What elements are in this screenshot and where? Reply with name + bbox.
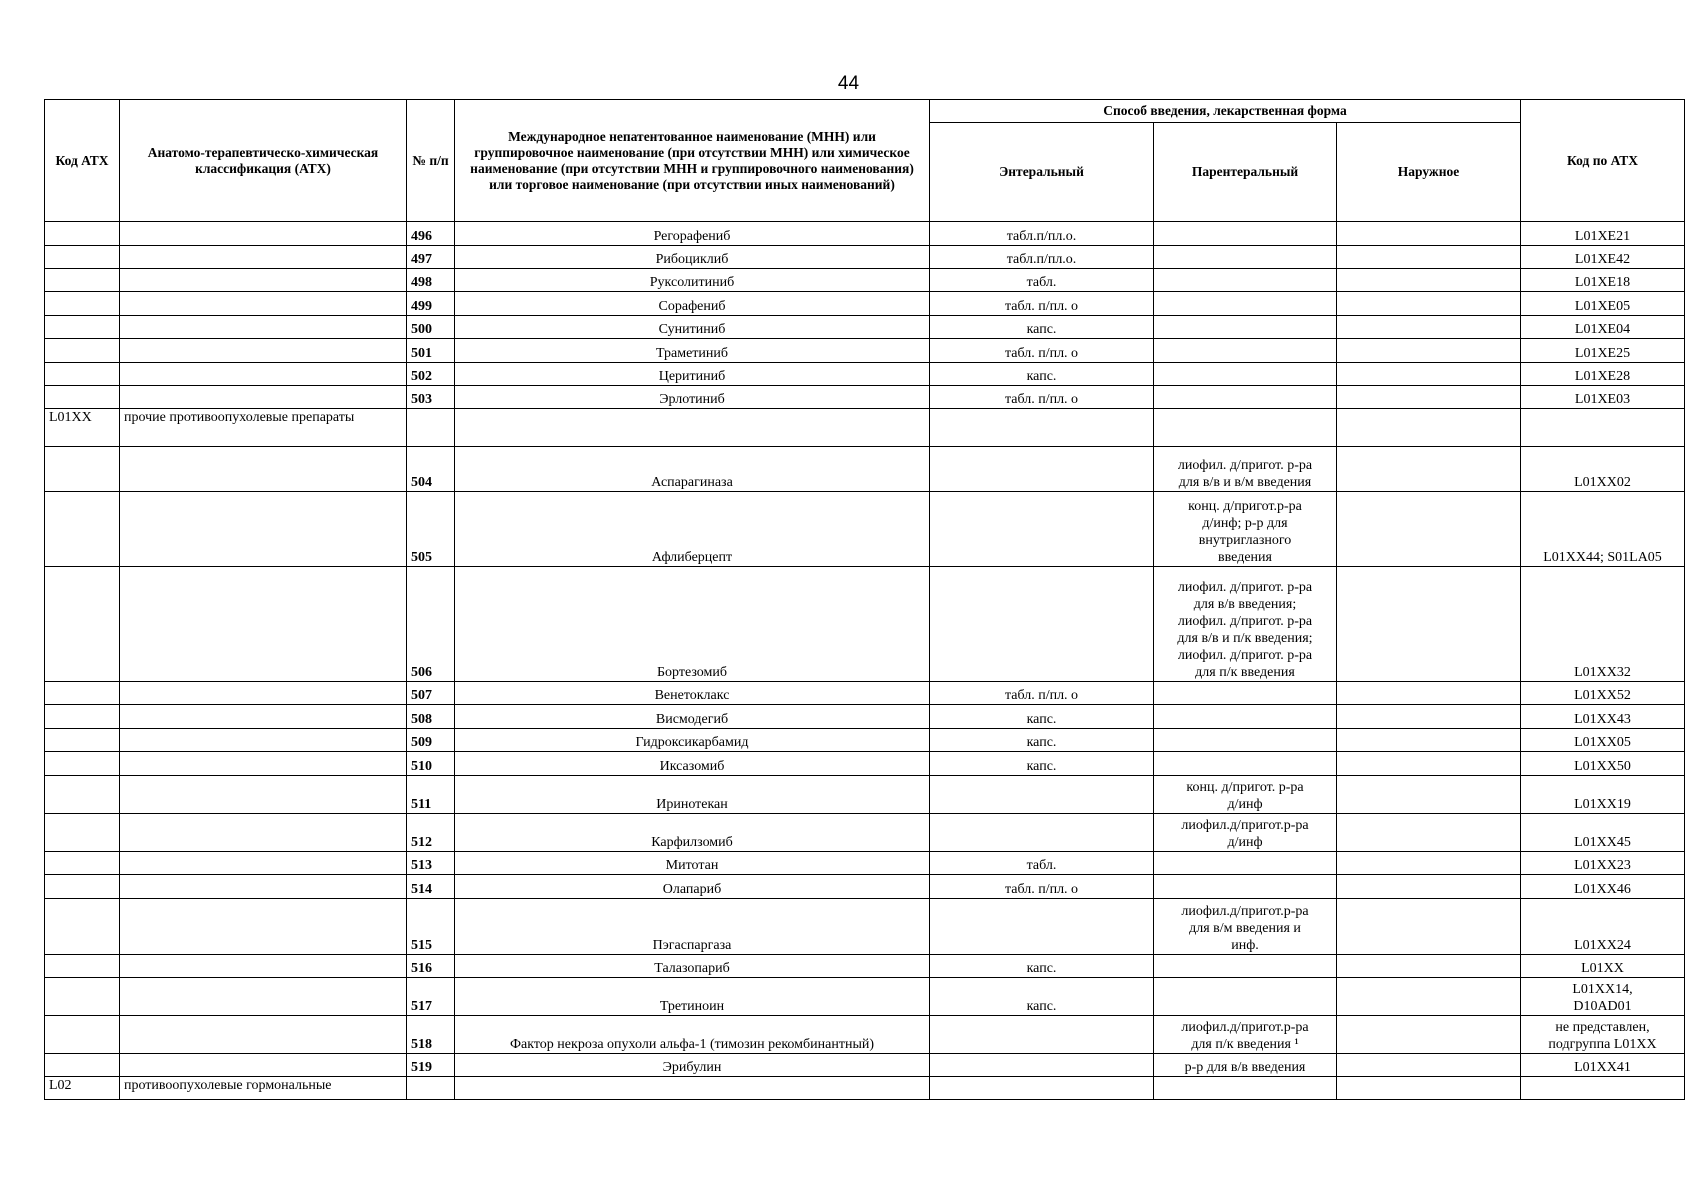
row-number: 500 <box>407 316 455 339</box>
table-row <box>45 875 1685 899</box>
row-classification <box>120 814 407 852</box>
row-atc-code: L01XX32 <box>1521 567 1685 682</box>
row-atc-code <box>1521 409 1685 447</box>
row-number: 508 <box>407 705 455 729</box>
row-code <box>45 292 120 316</box>
row-atc-code: L01XE04 <box>1521 316 1685 339</box>
row-atc-code: L01XX45 <box>1521 814 1685 852</box>
row-drug-name: Висмодегиб <box>455 705 930 729</box>
row-external-form <box>1337 752 1521 776</box>
row-classification <box>120 567 407 682</box>
row-drug-name: Руксолитиниб <box>455 269 930 292</box>
row-classification <box>120 386 407 409</box>
row-external-form <box>1337 409 1521 447</box>
table-row <box>45 955 1685 978</box>
table-row <box>45 1077 1685 1100</box>
row-code <box>45 899 120 955</box>
row-enteral-form <box>930 447 1154 492</box>
row-classification <box>120 492 407 567</box>
table-row <box>45 386 1685 409</box>
row-external-form <box>1337 875 1521 899</box>
row-parenteral-form: лиофил. д/пригот. р-ра для в/в и в/м введения <box>1154 447 1337 492</box>
row-atc-code: L01XX46 <box>1521 875 1685 899</box>
row-external-form <box>1337 292 1521 316</box>
row-parenteral-form <box>1154 316 1337 339</box>
row-atc-code: L01XX <box>1521 955 1685 978</box>
row-parenteral-form <box>1154 292 1337 316</box>
row-number: 510 <box>407 752 455 776</box>
row-enteral-form: табл. п/пл. о <box>930 292 1154 316</box>
row-external-form <box>1337 814 1521 852</box>
row-number: 499 <box>407 292 455 316</box>
drug-table <box>44 99 1685 1100</box>
header-enteral: Энтеральный <box>930 123 1154 222</box>
row-classification <box>120 363 407 386</box>
row-external-form <box>1337 492 1521 567</box>
row-enteral-form: капс. <box>930 363 1154 386</box>
table-row <box>45 729 1685 752</box>
row-atc-code: L01XX41 <box>1521 1054 1685 1077</box>
row-classification <box>120 269 407 292</box>
row-drug-name: Талазопариб <box>455 955 930 978</box>
row-enteral-form: табл. <box>930 852 1154 875</box>
row-atc-code: L01XX24 <box>1521 899 1685 955</box>
table-body <box>45 222 1685 1100</box>
row-drug-name: Сунитиниб <box>455 316 930 339</box>
row-number: 502 <box>407 363 455 386</box>
row-enteral-form: табл.п/пл.о. <box>930 246 1154 269</box>
row-number: 498 <box>407 269 455 292</box>
row-parenteral-form <box>1154 752 1337 776</box>
row-external-form <box>1337 1054 1521 1077</box>
row-external-form <box>1337 339 1521 363</box>
row-drug-name: Аспарагиназа <box>455 447 930 492</box>
row-drug-name: Бортезомиб <box>455 567 930 682</box>
row-atc-code: L01XE42 <box>1521 246 1685 269</box>
row-external-form <box>1337 363 1521 386</box>
row-atc-code: L01XX52 <box>1521 682 1685 705</box>
row-classification <box>120 978 407 1016</box>
row-enteral-form: капс. <box>930 752 1154 776</box>
table-row <box>45 316 1685 339</box>
row-atc-code: L01XE18 <box>1521 269 1685 292</box>
row-enteral-form: капс. <box>930 978 1154 1016</box>
table-header <box>45 100 1685 222</box>
row-drug-name: Афлиберцепт <box>455 492 930 567</box>
row-parenteral-form: лиофил.д/пригот.р-ра д/инф <box>1154 814 1337 852</box>
page-number: 44 <box>837 73 860 94</box>
row-external-form <box>1337 386 1521 409</box>
row-enteral-form: табл. п/пл. о <box>930 339 1154 363</box>
row-number: 514 <box>407 875 455 899</box>
row-drug-name: Третиноин <box>455 978 930 1016</box>
row-number: 517 <box>407 978 455 1016</box>
row-number: 515 <box>407 899 455 955</box>
row-enteral-form: капс. <box>930 729 1154 752</box>
row-parenteral-form <box>1154 705 1337 729</box>
row-code <box>45 447 120 492</box>
row-atc-code: L01XE05 <box>1521 292 1685 316</box>
table-row <box>45 222 1685 246</box>
table-row <box>45 292 1685 316</box>
row-number: 497 <box>407 246 455 269</box>
table-row <box>45 363 1685 386</box>
row-classification <box>120 705 407 729</box>
row-drug-name <box>455 1077 930 1100</box>
row-number: 509 <box>407 729 455 752</box>
table-row <box>45 752 1685 776</box>
row-enteral-form <box>930 409 1154 447</box>
row-parenteral-form: р-р для в/в введения <box>1154 1054 1337 1077</box>
table-row <box>45 409 1685 447</box>
row-classification <box>120 776 407 814</box>
row-parenteral-form <box>1154 682 1337 705</box>
row-drug-name: Митотан <box>455 852 930 875</box>
row-code <box>45 1054 120 1077</box>
row-drug-name: Олапариб <box>455 875 930 899</box>
table-row <box>45 567 1685 682</box>
row-enteral-form: табл. п/пл. о <box>930 682 1154 705</box>
row-code <box>45 386 120 409</box>
row-number: 501 <box>407 339 455 363</box>
row-drug-name: Церитиниб <box>455 363 930 386</box>
row-code <box>45 955 120 978</box>
row-number: 504 <box>407 447 455 492</box>
row-code <box>45 492 120 567</box>
row-external-form <box>1337 899 1521 955</box>
table-row <box>45 705 1685 729</box>
row-external-form <box>1337 1077 1521 1100</box>
row-number: 516 <box>407 955 455 978</box>
row-parenteral-form <box>1154 269 1337 292</box>
row-code <box>45 978 120 1016</box>
header-external: Наружное <box>1337 123 1521 222</box>
row-atc-code: L01XE25 <box>1521 339 1685 363</box>
row-parenteral-form: конц. д/пригот.р-ра д/инф; р-р для внутриглазного введения <box>1154 492 1337 567</box>
row-code <box>45 363 120 386</box>
row-code <box>45 752 120 776</box>
row-parenteral-form <box>1154 875 1337 899</box>
row-classification <box>120 899 407 955</box>
table-row <box>45 269 1685 292</box>
row-drug-name: Регорафениб <box>455 222 930 246</box>
row-enteral-form: капс. <box>930 705 1154 729</box>
row-enteral-form <box>930 1054 1154 1077</box>
row-classification <box>120 682 407 705</box>
row-number: 513 <box>407 852 455 875</box>
row-external-form <box>1337 978 1521 1016</box>
row-drug-name: Эрибулин <box>455 1054 930 1077</box>
row-classification <box>120 955 407 978</box>
row-drug-name: Сорафениб <box>455 292 930 316</box>
row-atc-code: L01XX50 <box>1521 752 1685 776</box>
row-classification <box>120 316 407 339</box>
row-external-form <box>1337 1016 1521 1054</box>
row-atc-code: L01XE03 <box>1521 386 1685 409</box>
row-classification: прочие противоопухолевые препараты <box>120 409 407 447</box>
row-atc-code: L01XX44; S01LA05 <box>1521 492 1685 567</box>
row-parenteral-form <box>1154 363 1337 386</box>
row-external-form <box>1337 682 1521 705</box>
row-parenteral-form <box>1154 729 1337 752</box>
row-code <box>45 316 120 339</box>
row-atc-code: L01XX14, D10AD01 <box>1521 978 1685 1016</box>
row-classification <box>120 1016 407 1054</box>
row-code <box>45 814 120 852</box>
table-row <box>45 447 1685 492</box>
row-number <box>407 409 455 447</box>
row-atc-code: не представлен, подгруппа L01XX <box>1521 1016 1685 1054</box>
row-parenteral-form <box>1154 339 1337 363</box>
table-row <box>45 1016 1685 1054</box>
row-classification <box>120 875 407 899</box>
row-parenteral-form <box>1154 386 1337 409</box>
row-number: 519 <box>407 1054 455 1077</box>
row-external-form <box>1337 447 1521 492</box>
row-external-form <box>1337 776 1521 814</box>
row-enteral-form: капс. <box>930 955 1154 978</box>
row-external-form <box>1337 316 1521 339</box>
row-classification <box>120 339 407 363</box>
row-code <box>45 776 120 814</box>
row-enteral-form: капс. <box>930 316 1154 339</box>
row-code <box>45 729 120 752</box>
table-row <box>45 246 1685 269</box>
table-row <box>45 814 1685 852</box>
row-parenteral-form <box>1154 222 1337 246</box>
table-row <box>45 852 1685 875</box>
row-atc-code <box>1521 1077 1685 1100</box>
row-drug-name: Иксазомиб <box>455 752 930 776</box>
row-drug-name: Рибоциклиб <box>455 246 930 269</box>
row-drug-name: Гидроксикарбамид <box>455 729 930 752</box>
row-classification <box>120 729 407 752</box>
table-row <box>45 978 1685 1016</box>
table-row <box>45 776 1685 814</box>
row-number: 507 <box>407 682 455 705</box>
row-external-form <box>1337 955 1521 978</box>
row-classification <box>120 447 407 492</box>
row-external-form <box>1337 729 1521 752</box>
row-code <box>45 682 120 705</box>
header-code: Код АТХ <box>45 100 120 222</box>
row-enteral-form <box>930 1077 1154 1100</box>
row-code <box>45 339 120 363</box>
row-number: 511 <box>407 776 455 814</box>
row-classification: противоопухолевые гормональные <box>120 1077 407 1100</box>
row-classification <box>120 246 407 269</box>
row-classification <box>120 752 407 776</box>
row-code <box>45 567 120 682</box>
row-code <box>45 875 120 899</box>
row-drug-name: Иринотекан <box>455 776 930 814</box>
row-enteral-form <box>930 492 1154 567</box>
row-enteral-form <box>930 899 1154 955</box>
row-atc-code: L01XX19 <box>1521 776 1685 814</box>
row-drug-name: Венетоклакс <box>455 682 930 705</box>
row-drug-name: Траметиниб <box>455 339 930 363</box>
row-number: 503 <box>407 386 455 409</box>
row-atc-code: L01XE28 <box>1521 363 1685 386</box>
table-row <box>45 1054 1685 1077</box>
row-parenteral-form <box>1154 1077 1337 1100</box>
header-atc-code: Код по АТХ <box>1521 100 1685 222</box>
row-drug-name: Эрлотиниб <box>455 386 930 409</box>
row-parenteral-form: лиофил.д/пригот.р-ра для п/к введения ¹ <box>1154 1016 1337 1054</box>
row-classification <box>120 1054 407 1077</box>
row-classification <box>120 222 407 246</box>
header-number: № п/п <box>407 100 455 222</box>
row-code <box>45 705 120 729</box>
row-number: 505 <box>407 492 455 567</box>
row-number <box>407 1077 455 1100</box>
row-drug-name: Фактор некроза опухоли альфа-1 (тимозин рекомбинантный) <box>455 1016 930 1054</box>
row-external-form <box>1337 246 1521 269</box>
row-code <box>45 222 120 246</box>
row-external-form <box>1337 852 1521 875</box>
row-enteral-form <box>930 1016 1154 1054</box>
row-external-form <box>1337 705 1521 729</box>
row-code <box>45 852 120 875</box>
row-drug-name: Карфилзомиб <box>455 814 930 852</box>
row-code <box>45 269 120 292</box>
header-route-group: Способ введения, лекарственная форма <box>930 100 1521 123</box>
row-enteral-form: табл.п/пл.о. <box>930 222 1154 246</box>
row-enteral-form <box>930 567 1154 682</box>
row-atc-code: L01XX23 <box>1521 852 1685 875</box>
table-row <box>45 492 1685 567</box>
row-parenteral-form <box>1154 246 1337 269</box>
row-enteral-form <box>930 776 1154 814</box>
row-number: 512 <box>407 814 455 852</box>
row-atc-code: L01XX02 <box>1521 447 1685 492</box>
table-row <box>45 682 1685 705</box>
table-row <box>45 339 1685 363</box>
header-classification: Анатомо-терапевтическо-химическая классификация (АТХ) <box>120 100 407 222</box>
row-number: 496 <box>407 222 455 246</box>
row-drug-name <box>455 409 930 447</box>
row-atc-code: L01XX05 <box>1521 729 1685 752</box>
row-enteral-form: табл. <box>930 269 1154 292</box>
header-name: Международное непатентованное наименование (МНН) или группировочное наименование (при отсутствии МНН) или химическое наименование (при отсутствии МНН и группировочного наименования) или торговое наименование (при отсутствии иных наименований) <box>455 100 930 222</box>
table-row <box>45 899 1685 955</box>
row-number: 506 <box>407 567 455 682</box>
header-parenteral: Парентеральный <box>1154 123 1337 222</box>
row-parenteral-form: конц. д/пригот. р-ра д/инф <box>1154 776 1337 814</box>
row-classification <box>120 292 407 316</box>
row-code: L01XX <box>45 409 120 447</box>
row-code: L02 <box>45 1077 120 1100</box>
row-parenteral-form <box>1154 955 1337 978</box>
row-parenteral-form <box>1154 852 1337 875</box>
row-parenteral-form <box>1154 978 1337 1016</box>
row-parenteral-form: лиофил.д/пригот.р-ра для в/м введения и инф. <box>1154 899 1337 955</box>
row-code <box>45 1016 120 1054</box>
row-number: 518 <box>407 1016 455 1054</box>
row-enteral-form: табл. п/пл. о <box>930 386 1154 409</box>
row-external-form <box>1337 222 1521 246</box>
row-code <box>45 246 120 269</box>
row-atc-code: L01XX43 <box>1521 705 1685 729</box>
row-parenteral-form <box>1154 409 1337 447</box>
row-enteral-form: табл. п/пл. о <box>930 875 1154 899</box>
row-parenteral-form: лиофил. д/пригот. р-ра для в/в введения; лиофил. д/пригот. р-ра для в/в и п/к введения; лиофил. д/пригот. р-ра для п/к введения <box>1154 567 1337 682</box>
row-drug-name: Пэгаспаргаза <box>455 899 930 955</box>
row-classification <box>120 852 407 875</box>
row-external-form <box>1337 269 1521 292</box>
row-atc-code: L01XE21 <box>1521 222 1685 246</box>
row-external-form <box>1337 567 1521 682</box>
row-enteral-form <box>930 814 1154 852</box>
